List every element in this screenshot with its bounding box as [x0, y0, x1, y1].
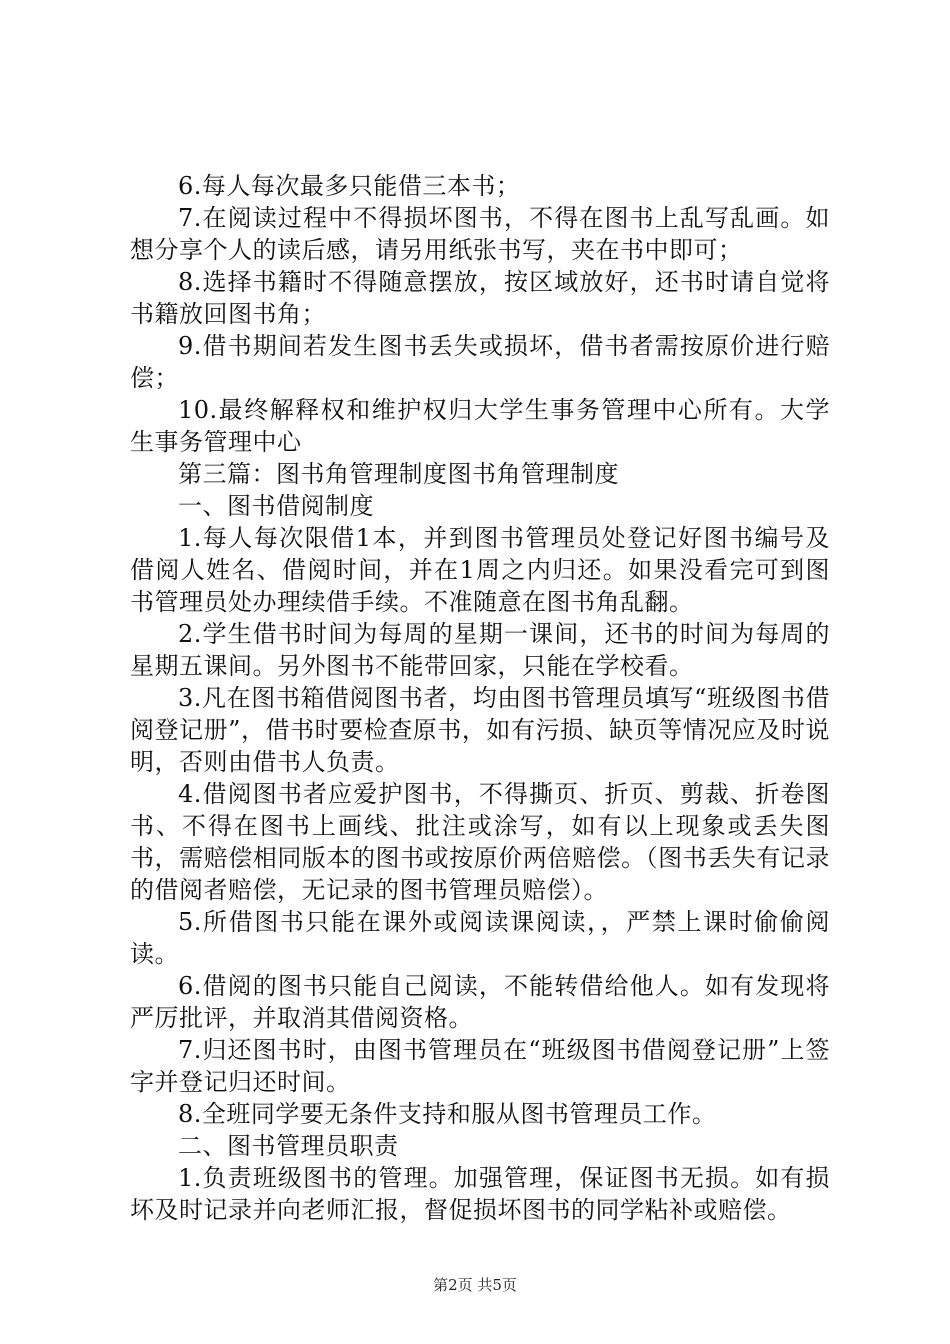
- paragraph: 3.凡在图书箱借阅图书者，均由图书管理员填写“班级图书借阅登记册”，借书时要检查原书，如有污损、缺页等情况应及时说明，否则由借书人负责。: [130, 684, 830, 776]
- paragraph: 2.学生借书时间为每周的星期一课间，还书的时间为每周的星期五课间。另外图书不能带回家，只能在学校看。: [130, 620, 830, 680]
- paragraph: 6.每人每次最多只能借三本书；: [178, 172, 521, 200]
- section-heading: 第三篇：图书角管理制度图书角管理制度: [178, 460, 619, 488]
- paragraph: 9.借书期间若发生图书丢失或损坏，借书者需按原价进行赔偿；: [130, 332, 830, 392]
- paragraph: 10.最终解释权和维护权归大学生事务管理中心所有。大学生事务管理中心: [130, 396, 830, 456]
- subsection-heading: 二、图书管理员职责: [178, 1132, 399, 1160]
- page-number-footer: 第2页 共5页: [433, 1276, 517, 1294]
- document-body: [130, 170, 830, 1226]
- paragraph: 1.负责班级图书的管理。加强管理，保证图书无损。如有损坏及时记录并向老师汇报，督促损坏图书的同学粘补或赔偿。: [130, 1164, 830, 1224]
- paragraph: 6.借阅的图书只能自己阅读，不能转借给他人。如有发现将严厉批评，并取消其借阅资格。: [130, 972, 830, 1032]
- paragraph: 7.归还图书时，由图书管理员在“班级图书借阅登记册”上签字并登记归还时间。: [130, 1036, 830, 1096]
- paragraph: 5.所借图书只能在课外或阅读课阅读，，严禁上课时偷偷阅读。: [130, 908, 830, 968]
- paragraph: 7.在阅读过程中不得损坏图书，不得在图书上乱写乱画。如想分享个人的读后感，请另用纸张书写，夹在书中即可；: [130, 204, 830, 264]
- paragraph: 4.借阅图书者应爱护图书，不得撕页、折页、剪裁、折卷图书、不得在图书上画线、批注或涂写，如有以上现象或丢失图书，需赔偿相同版本的图书或按原价两倍赔偿。（图书丢失有记录的借阅者赔偿，无记录的图书管理员赔偿）。: [130, 780, 830, 904]
- subsection-heading: 一、图书借阅制度: [178, 492, 374, 520]
- paragraph: 8.选择书籍时不得随意摆放，按区域放好，还书时请自觉将书籍放回图书角；: [130, 268, 830, 328]
- paragraph: 8.全班同学要无条件支持和服从图书管理员工作。: [178, 1100, 717, 1128]
- paragraph: 1.每人每次限借1本，并到图书管理员处登记好图书编号及借阅人姓名、借阅时间，并在1周之内归还。如果没看完可到图书管理员处办理续借手续。不准随意在图书角乱翻。: [130, 524, 830, 616]
